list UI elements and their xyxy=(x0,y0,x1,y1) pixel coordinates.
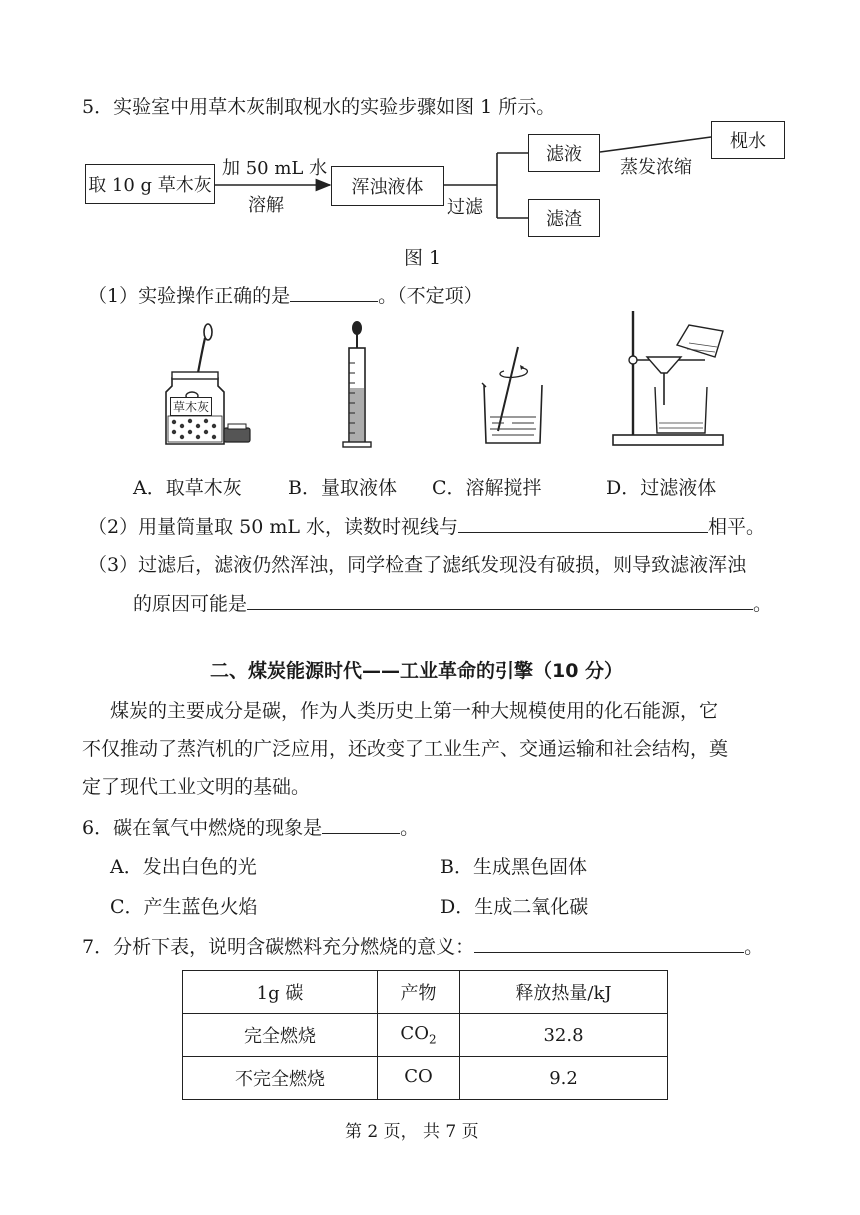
combustion-table xyxy=(182,970,668,1100)
q5-part1-prefix: （1）实验操作正确的是 xyxy=(88,285,291,307)
figure-a-jar xyxy=(150,320,260,455)
intro-line-1: 煤炭的主要成分是碳，作为人类历史上第一种大规模使用的化石能源，它 xyxy=(110,700,719,722)
q5-option-c[interactable]: C．溶解搅拌 xyxy=(432,477,542,499)
q5-part1 xyxy=(88,281,483,308)
q5-part1-suffix: 。（不定项） xyxy=(378,285,483,307)
q5-part2-suffix: 相平。 xyxy=(708,516,766,538)
page-footer: 第 2 页， 共 7 页 xyxy=(345,1122,479,1142)
q5-part3-suffix: 。 xyxy=(753,593,773,615)
table-row xyxy=(183,1057,668,1100)
q7-stem-suffix: 。 xyxy=(744,936,764,958)
q5-option-b[interactable]: B．量取液体 xyxy=(288,477,397,499)
q6-option-c[interactable]: C．产生蓝色火焰 xyxy=(110,896,258,918)
jar-illustration xyxy=(150,320,260,450)
flow-middle-box: 浑浊液体 xyxy=(331,166,444,206)
figure-caption: 图 1 xyxy=(404,247,442,269)
residue-box: 滤渣 xyxy=(528,199,600,237)
section-title: 二、煤炭能源时代——工业革命的引擎（10 分） xyxy=(210,660,624,682)
table-cell-type: 完全燃烧 xyxy=(183,1014,378,1057)
arrow-top-label: 加 50 mL 水 xyxy=(222,158,328,179)
table-cell-product xyxy=(377,1014,459,1057)
table-header-row xyxy=(183,971,668,1014)
q6-stem xyxy=(82,813,419,840)
table-cell-heat: 32.8 xyxy=(460,1014,668,1057)
product-formula: CO xyxy=(400,1023,429,1045)
q5-part3-prefix: 的原因可能是 xyxy=(133,593,248,615)
q7-stem-prefix: 7．分析下表，说明含碳燃料充分燃烧的意义： xyxy=(82,936,475,958)
q6-option-b[interactable]: B．生成黑色固体 xyxy=(440,856,587,878)
filter-label: 过滤 xyxy=(447,197,483,218)
table-cell-heat: 9.2 xyxy=(460,1057,668,1100)
table-header: 1g 碳 xyxy=(183,971,378,1014)
table-header: 产物 xyxy=(377,971,459,1014)
evap-line xyxy=(600,137,711,152)
jar-label: 草木灰 xyxy=(170,397,212,416)
q6-option-d[interactable]: D．生成二氧化碳 xyxy=(440,896,589,918)
answer-blank-q7[interactable] xyxy=(474,933,744,953)
answer-blank-q5-3[interactable] xyxy=(247,590,753,610)
figure-b-cylinder xyxy=(335,318,385,453)
q5-option-a[interactable]: A．取草木灰 xyxy=(133,477,242,499)
q6-stem-prefix: 6．碳在氧气中燃烧的现象是 xyxy=(82,817,323,839)
intro-line-3: 定了现代工业文明的基础。 xyxy=(82,776,311,798)
answer-blank-q5-1[interactable] xyxy=(290,282,378,302)
q7-stem xyxy=(82,932,763,959)
product-box: 枧水 xyxy=(711,121,785,159)
table-row xyxy=(183,1014,668,1057)
figure-d-filtration xyxy=(605,305,730,455)
table-header: 释放热量/kJ xyxy=(460,971,668,1014)
figure-c-beaker xyxy=(478,345,548,455)
q5-stem: 5．实验室中用草木灰制取枧水的实验步骤如图 1 所示。 xyxy=(82,96,556,118)
q6-stem-suffix: 。 xyxy=(400,817,420,839)
table-cell-product xyxy=(377,1057,459,1100)
answer-blank-q6[interactable] xyxy=(322,814,400,834)
product-subscript: 2 xyxy=(428,1032,437,1047)
q5-option-d[interactable]: D．过滤液体 xyxy=(606,477,717,499)
arrow-bottom-label: 溶解 xyxy=(248,195,284,216)
flow-start-box: 取 10 g 草木灰 xyxy=(85,164,215,204)
q5-part3-line2 xyxy=(133,589,772,616)
product-formula: CO xyxy=(404,1066,433,1088)
table-cell-type: 不完全燃烧 xyxy=(183,1057,378,1100)
q5-part2 xyxy=(88,512,765,539)
evap-label: 蒸发浓缩 xyxy=(620,157,692,178)
answer-blank-q5-2[interactable] xyxy=(458,513,708,533)
filtrate-box: 滤液 xyxy=(528,134,600,172)
intro-line-2: 不仅推动了蒸汽机的广泛应用，还改变了工业生产、交通运输和社会结构，奠 xyxy=(82,738,729,760)
q6-option-a[interactable]: A．发出白色的光 xyxy=(110,856,257,878)
q5-part3-line1: （3）过滤后，滤液仍然浑浊，同学检查了滤纸发现没有破损，则导致滤液浑浊 xyxy=(88,554,747,576)
q5-part2-prefix: （2）用量筒量取 50 mL 水，读数时视线与 xyxy=(88,516,459,538)
